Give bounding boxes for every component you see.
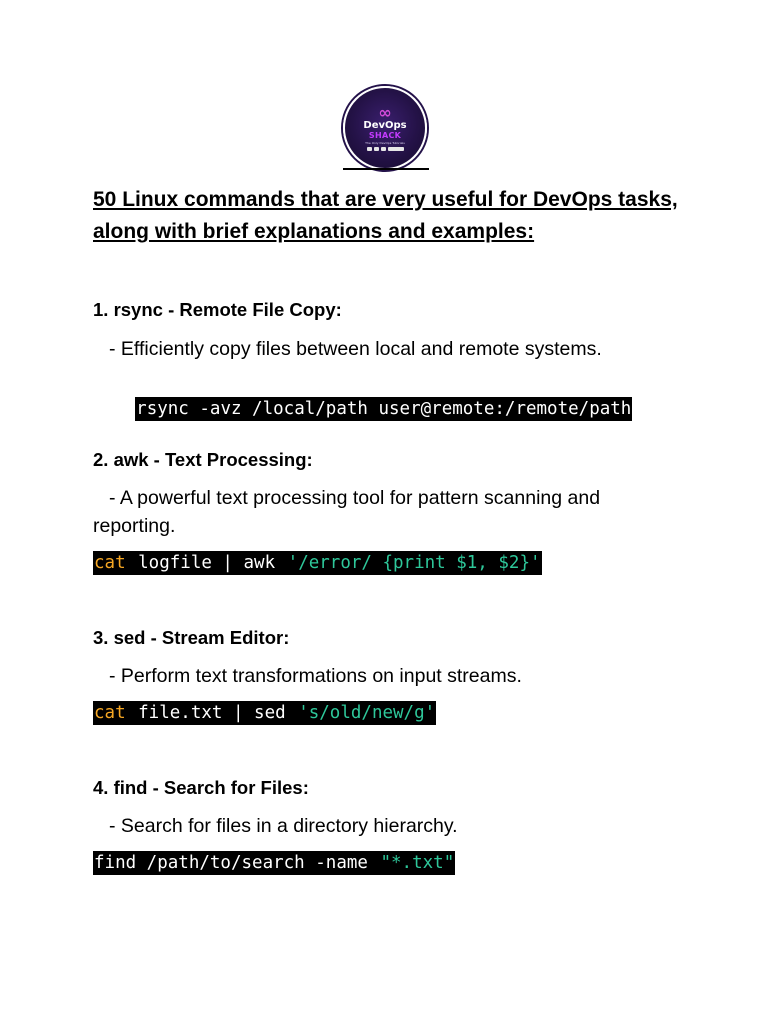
command-heading: 2. awk - Text Processing: (93, 449, 313, 470)
code-snippet (93, 551, 542, 575)
code-token: logfile | awk (127, 553, 286, 573)
logo-title: DevOps (363, 119, 407, 131)
command-description: - Search for files in a directory hierarchy. (109, 815, 458, 837)
code-token: rsync -avz /local/path user@remote:/remote/path (136, 399, 632, 419)
instagram-icon (381, 147, 386, 151)
logo-tagline: The Only DevOps Tutorials (365, 140, 405, 145)
devops-shack-logo (343, 86, 429, 172)
code-token-keyword: cat (94, 703, 126, 723)
code-token-keyword: cat (94, 553, 126, 573)
code-snippet (93, 701, 436, 725)
github-icon (374, 147, 379, 151)
code-token: find /path/to/search -name (94, 853, 379, 873)
command-description: - Efficiently copy files between local and remote systems. (109, 338, 602, 360)
command-description: - Perform text transformations on input streams. (109, 665, 522, 687)
command-heading: 4. find - Search for Files: (93, 777, 309, 798)
logo-underline (343, 168, 429, 170)
code-token: file.txt | sed (127, 703, 297, 723)
logo-subtitle: SHACK (368, 130, 402, 140)
command-heading: 3. sed - Stream Editor: (93, 627, 290, 648)
code-token-string: 's/old/new/g' (298, 703, 436, 723)
code-token-string: '/error/ {print $1, $2}' (287, 553, 541, 573)
command-description: - A powerful text processing tool for pattern scanning and reporting. (93, 487, 601, 537)
code-snippet (93, 373, 632, 419)
logo-badge (343, 86, 427, 170)
code-token-string: "*.txt" (380, 853, 455, 873)
page-title: 50 Linux commands that are very useful for DevOps tasks, along with brief explanations and examples: (93, 188, 678, 243)
code-snippet (93, 851, 455, 875)
command-heading: 1. rsync - Remote File Copy: (93, 299, 342, 320)
social-icons (367, 147, 404, 151)
infinity-icon: ∞ (378, 102, 392, 122)
handle-pill-icon (388, 147, 404, 151)
youtube-icon (367, 147, 372, 151)
